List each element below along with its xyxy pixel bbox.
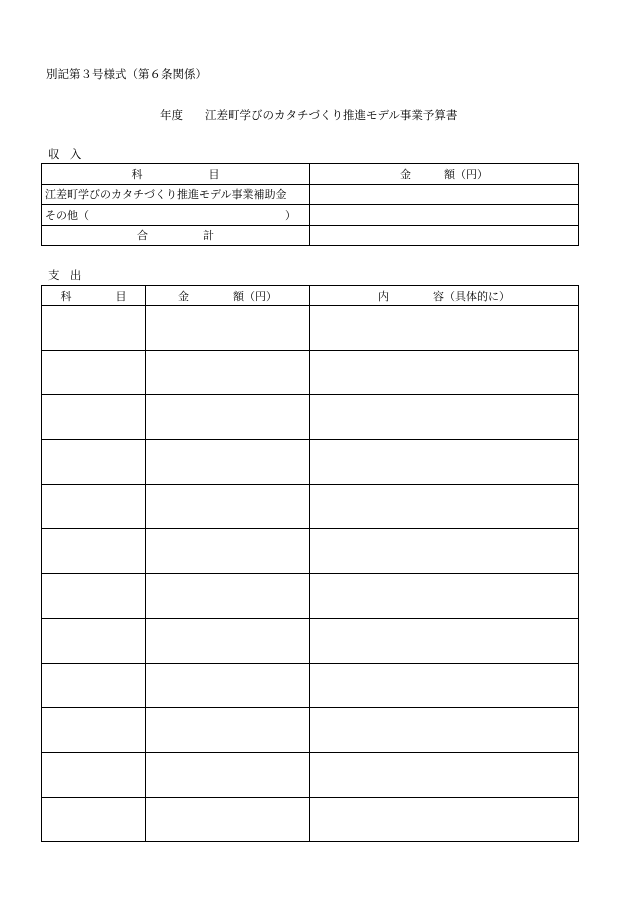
income-row-subsidy: [42, 184, 579, 205]
expense-row: [42, 752, 579, 797]
expense-row: [42, 440, 579, 485]
expense-table: [41, 285, 579, 842]
expense-amount-cell[interactable]: [146, 350, 310, 395]
expense-item-cell[interactable]: [42, 306, 146, 351]
expense-row: [42, 484, 579, 529]
expense-amount-cell[interactable]: [146, 440, 310, 485]
expense-content-cell[interactable]: [310, 440, 579, 485]
expense-amount-cell[interactable]: [146, 395, 310, 440]
income-header-item: 科 目: [42, 164, 310, 185]
expense-item-cell[interactable]: [42, 618, 146, 663]
expense-row: [42, 395, 579, 440]
expense-row: [42, 350, 579, 395]
expense-content-cell[interactable]: [310, 708, 579, 753]
income-other-close: ）: [285, 208, 296, 222]
expense-header-item: 科 目: [42, 286, 146, 306]
expense-item-cell[interactable]: [42, 574, 146, 619]
income-total-label: 合 計: [42, 225, 310, 246]
expense-item-cell[interactable]: [42, 440, 146, 485]
expense-content-cell[interactable]: [310, 395, 579, 440]
expense-amount-cell[interactable]: [146, 752, 310, 797]
expense-row: [42, 708, 579, 753]
expense-amount-cell[interactable]: [146, 663, 310, 708]
expense-content-cell[interactable]: [310, 350, 579, 395]
expense-row: [42, 529, 579, 574]
expense-amount-cell[interactable]: [146, 529, 310, 574]
income-heading: 収入: [48, 147, 92, 161]
income-header-row: [42, 164, 579, 185]
expense-item-cell[interactable]: [42, 797, 146, 842]
expense-header-amount: 金 額（円）: [146, 286, 310, 306]
expense-header-content: 内 容（具体的に）: [310, 286, 579, 306]
expense-item-cell[interactable]: [42, 663, 146, 708]
expense-row: [42, 797, 579, 842]
income-amount-other[interactable]: [310, 205, 579, 226]
income-header-amount: 金 額（円）: [310, 164, 579, 185]
expense-amount-cell[interactable]: [146, 484, 310, 529]
income-table: [41, 163, 579, 246]
expense-item-cell[interactable]: [42, 752, 146, 797]
income-amount-subsidy[interactable]: [310, 184, 579, 205]
document-title: [160, 107, 457, 123]
expense-row: [42, 663, 579, 708]
expense-content-cell[interactable]: [310, 529, 579, 574]
expense-content-cell[interactable]: [310, 663, 579, 708]
expense-amount-cell[interactable]: [146, 306, 310, 351]
expense-header-row: [42, 286, 579, 306]
expense-amount-cell[interactable]: [146, 708, 310, 753]
expense-amount-cell[interactable]: [146, 618, 310, 663]
fiscal-year-label: 年度: [160, 108, 183, 122]
income-row-other: [42, 205, 579, 226]
expense-row: [42, 618, 579, 663]
income-item-other[interactable]: [42, 205, 310, 226]
expense-item-cell[interactable]: [42, 529, 146, 574]
document-title-text: 江差町学びのカタチづくり推進モデル事業予算書: [205, 108, 458, 122]
income-other-open: その他（: [45, 208, 89, 222]
expense-item-cell[interactable]: [42, 350, 146, 395]
expense-content-cell[interactable]: [310, 752, 579, 797]
expense-content-cell[interactable]: [310, 306, 579, 351]
expense-content-cell[interactable]: [310, 618, 579, 663]
expense-amount-cell[interactable]: [146, 574, 310, 619]
income-item-subsidy: 江差町学びのカタチづくり推進モデル事業補助金: [42, 184, 310, 205]
expense-content-cell[interactable]: [310, 574, 579, 619]
expense-row: [42, 574, 579, 619]
expense-heading: 支出: [48, 268, 92, 282]
expense-content-cell[interactable]: [310, 797, 579, 842]
expense-amount-cell[interactable]: [146, 797, 310, 842]
expense-item-cell[interactable]: [42, 484, 146, 529]
expense-row: [42, 306, 579, 351]
income-total-row: [42, 225, 579, 246]
expense-item-cell[interactable]: [42, 708, 146, 753]
expense-content-cell[interactable]: [310, 484, 579, 529]
expense-item-cell[interactable]: [42, 395, 146, 440]
form-code: 別記第３号様式（第６条関係）: [46, 67, 207, 81]
income-total-amount[interactable]: [310, 225, 579, 246]
